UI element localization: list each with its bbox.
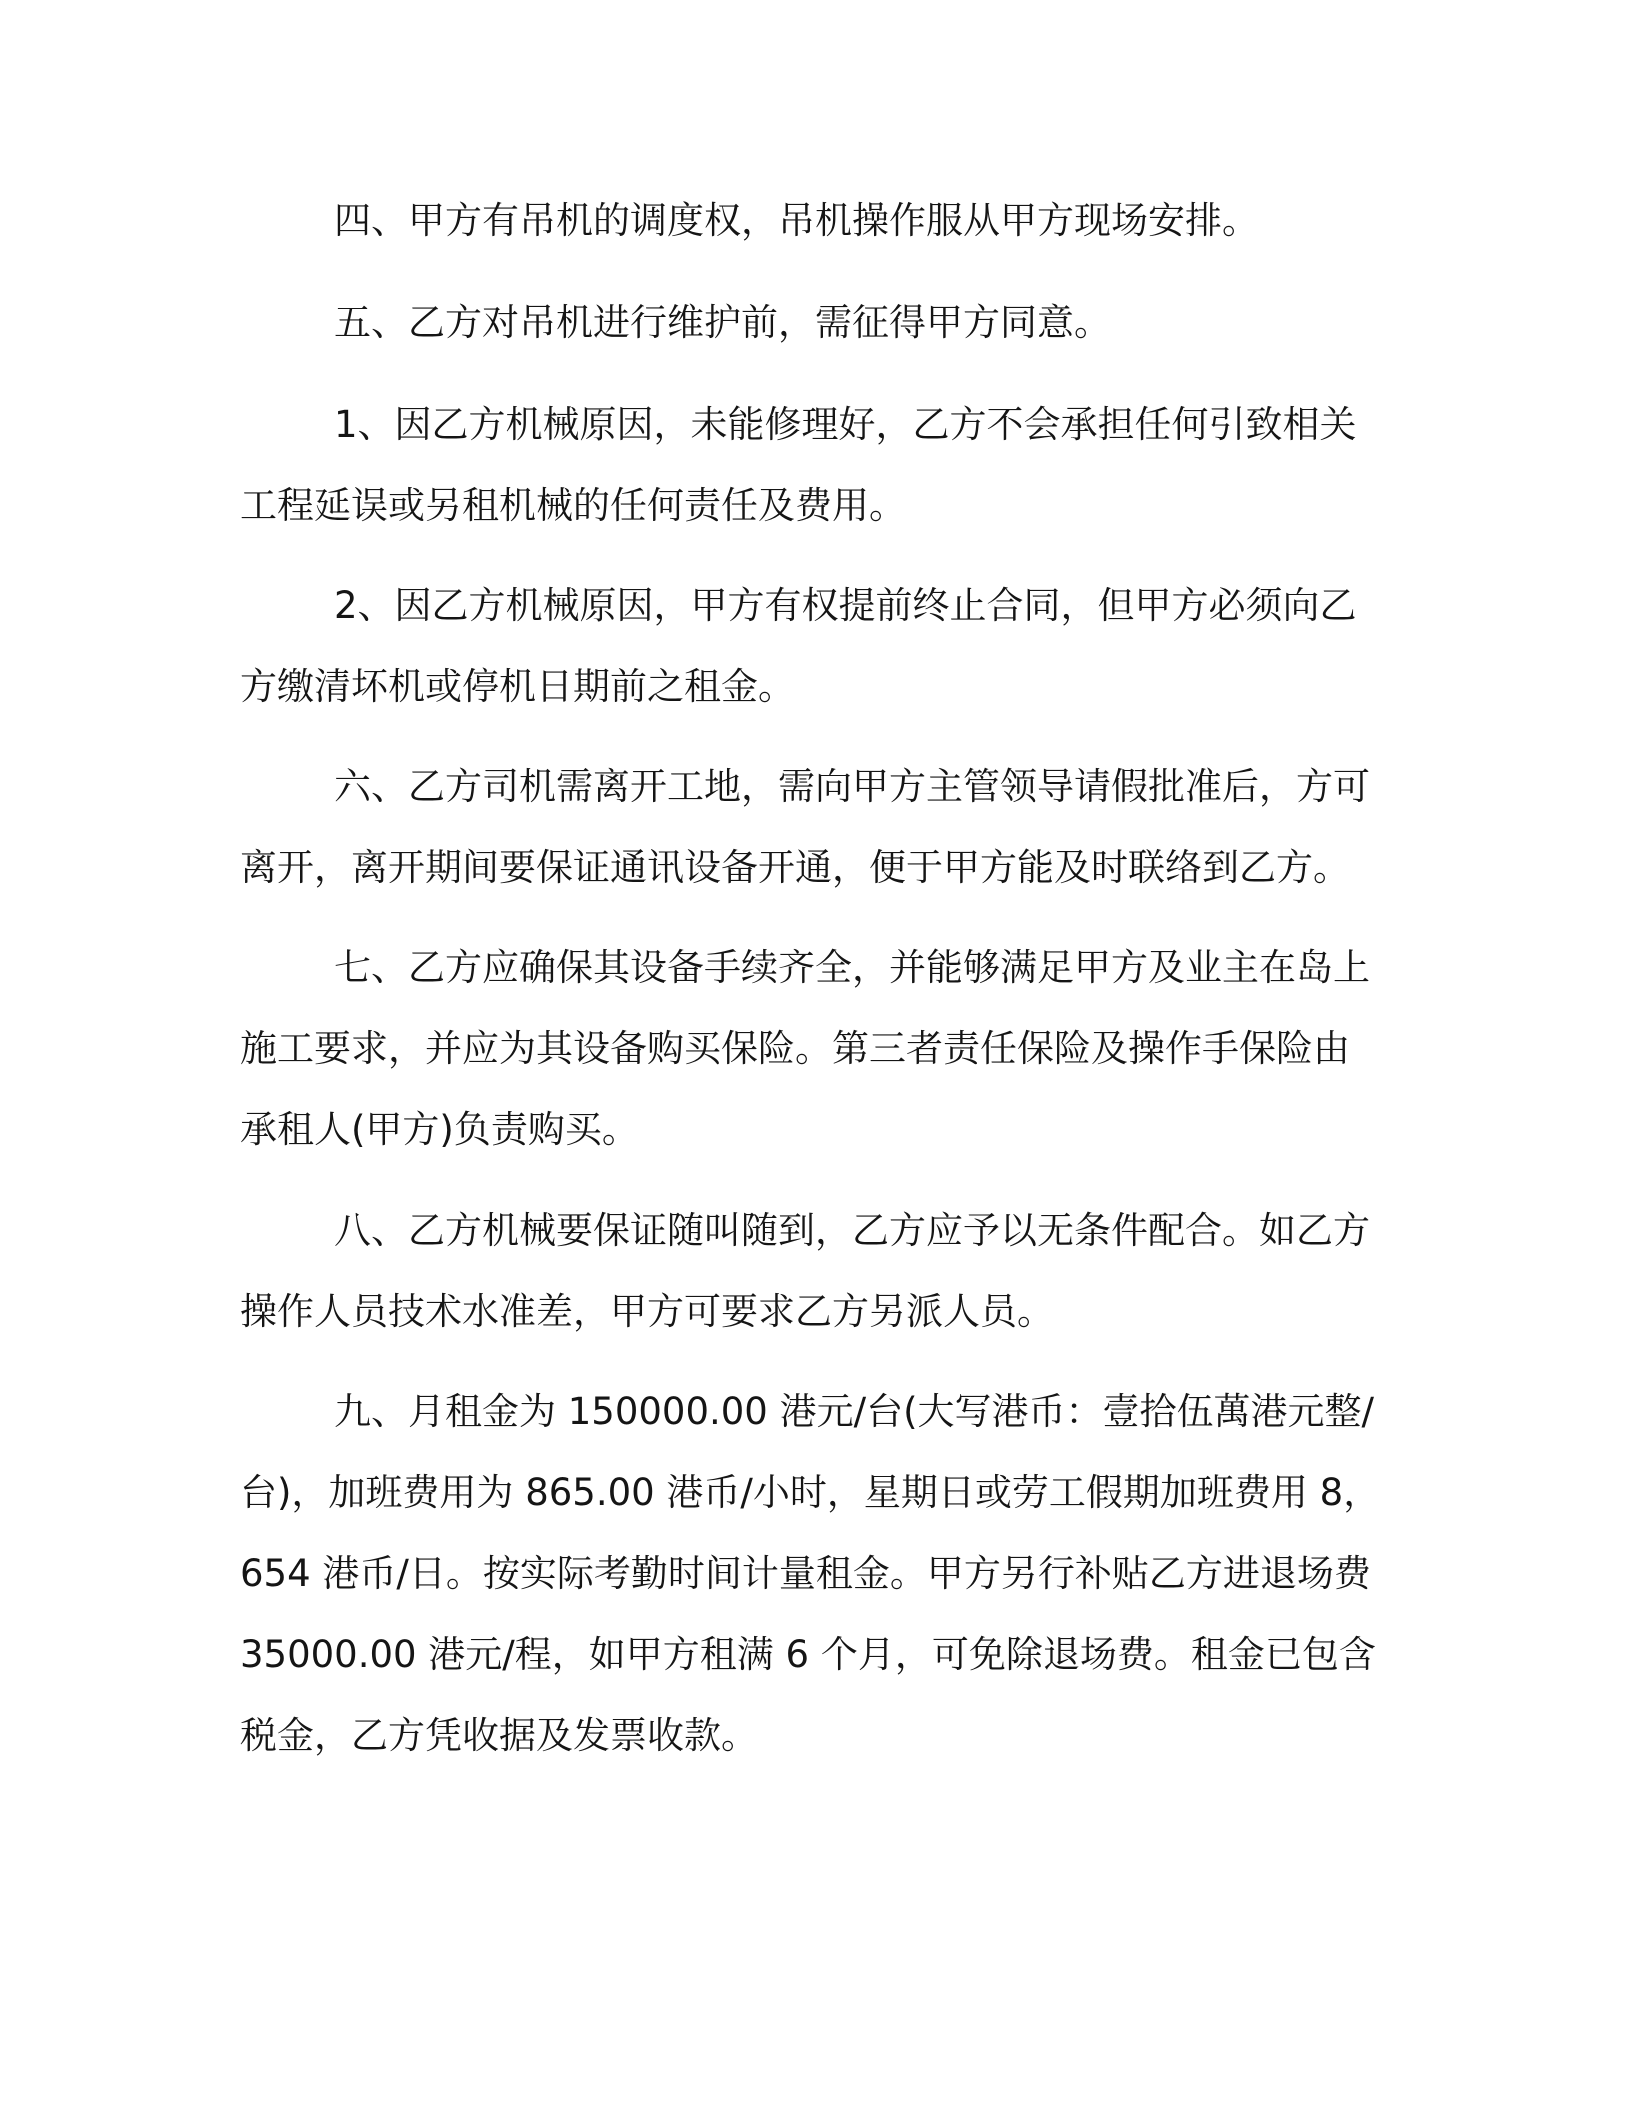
clause-5-item-1-line-1: 1、因乙方机械原因，未能修理好，乙方不会承担任何引致相关	[334, 403, 1357, 446]
clause-8	[240, 1190, 1370, 1352]
clause-9-line-2: 台)，加班费用为 865.00 港币/小时，星期日或劳工假期加班费用 8，	[240, 1471, 1381, 1514]
clause-5-item-1	[240, 384, 1357, 546]
clause-5-item-2	[240, 565, 1357, 727]
clause-9-line-4: 35000.00 港元/程，如甲方租满 6 个月，可免除退场费。租金已包含	[240, 1633, 1376, 1676]
clause-9-line-1: 九、月租金为 150000.00 港元/台(大写港币：壹拾伍萬港元整/	[334, 1390, 1374, 1433]
clause-5-item-2-line-2: 方缴清坏机或停机日期前之租金。	[240, 665, 795, 708]
clause-9	[240, 1371, 1380, 1776]
clause-6-line-1: 六、乙方司机需离开工地，需向甲方主管领导请假批准后，方可	[334, 765, 1370, 808]
clause-7-line-3: 承租人(甲方)负责购买。	[240, 1108, 639, 1151]
clause-5-item-1-line-2: 工程延误或另租机械的任何责任及费用。	[240, 484, 906, 527]
clause-4-line-1: 四、甲方有吊机的调度权，吊机操作服从甲方现场安排。	[334, 199, 1259, 242]
clause-7-line-2: 施工要求，并应为其设备购买保险。第三者责任保险及操作手保险由	[240, 1027, 1350, 1070]
clause-7-line-1: 七、乙方应确保其设备手续齐全，并能够满足甲方及业主在岛上	[334, 946, 1370, 989]
clause-5-line-1: 五、乙方对吊机进行维护前，需征得甲方同意。	[334, 301, 1111, 344]
clause-5	[240, 282, 1111, 363]
clause-9-line-5: 税金，乙方凭收据及发票收款。	[240, 1714, 758, 1757]
clause-7	[240, 927, 1370, 1170]
clause-9-line-3: 654 港币/日。按实际考勤时间计量租金。甲方另行补贴乙方进退场费	[240, 1552, 1371, 1595]
clause-8-line-1: 八、乙方机械要保证随叫随到，乙方应予以无条件配合。如乙方	[334, 1209, 1370, 1252]
clause-6	[240, 746, 1370, 908]
clause-5-item-2-line-1: 2、因乙方机械原因，甲方有权提前终止合同，但甲方必须向乙	[334, 584, 1357, 627]
clause-6-line-2: 离开，离开期间要保证通讯设备开通，便于甲方能及时联络到乙方。	[240, 846, 1350, 889]
clause-8-line-2: 操作人员技术水准差，甲方可要求乙方另派人员。	[240, 1290, 1054, 1333]
clause-4	[240, 180, 1259, 261]
